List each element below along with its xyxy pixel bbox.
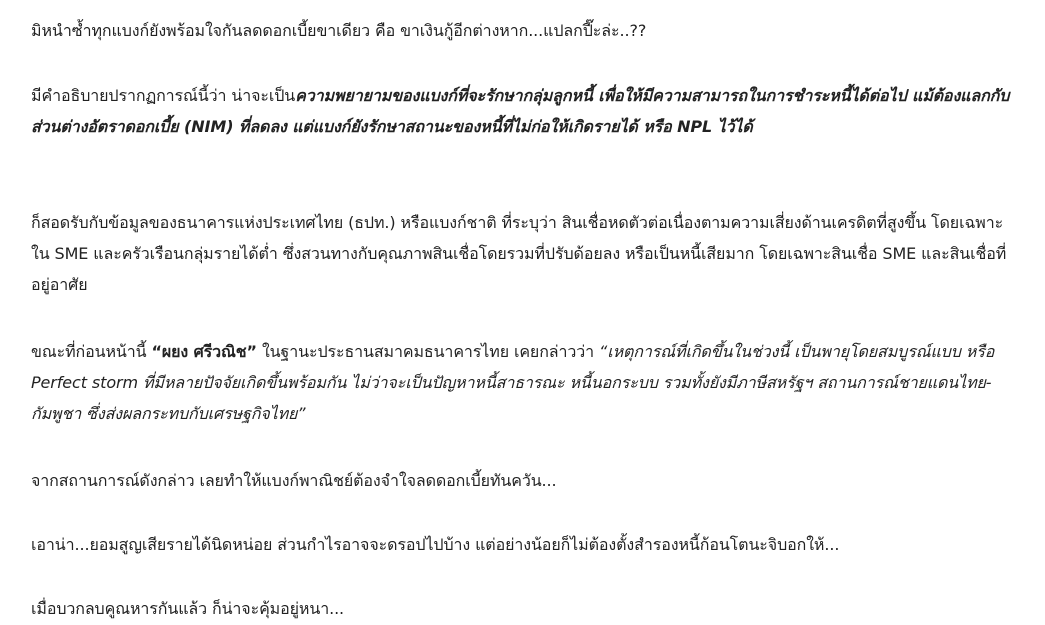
paragraph-6-text: เอาน่า...ยอมสูญเสียรายได้นิดหน่อย ส่วนกำไรอาจจะดรอปไปบ้าง แต่อย่างน้อยก็ไม่ต้องตั้งสำรองหนี้ก้อนโตนะจิบอกให้... (31, 535, 840, 554)
quotation: “เหตุการณ์ที่เกิดขึ้นในช่วงนี้ เป็นพายุโดยสมบูรณ์แบบ หรือ Perfect storm ที่มีหลายปัจจัยเกิดขึ้นพร้อมกัน ไม่ว่าจะเป็นปัญหาหนี้สาธารณะ หนี้นอกระบบ รวมทั้งยังมีภาษีสหรัฐฯ สถานการณ์ชายแดนไทย-กัมพูชา ซึ่งส่งผลกระทบกับเศรษฐกิจไทย” (31, 342, 995, 423)
paragraph-7 (31, 593, 344, 624)
paragraph-2-emphasis: ความพยายามของแบงก์ที่จะรักษากลุ่มลูกหนี้ เพื่อให้มีความสามารถในการชำระหนี้ได้ต่อไป แม้ต้องแลกกับส่วนต่างอัตราดอกเบี้ย (NIM) ที่ลดลง แต่แบงก์ยังรักษาสถานะของหนี้ที่ไม่ก่อให้เกิดรายได้ หรือ NPL ไว้ได้ (31, 86, 1010, 136)
paragraph-4 (31, 336, 1016, 429)
paragraph-5-text: จากสถานการณ์ดังกล่าว เลยทำให้แบงก์พาณิชย์ต้องจำใจลดดอกเบี้ยทันควัน... (31, 471, 557, 490)
paragraph-6 (31, 529, 839, 560)
paragraph-2 (31, 80, 1016, 142)
paragraph-1 (31, 15, 646, 46)
paragraph-4-middle: ในฐานะประธานสมาคมธนาคารไทย เคยกล่าวว่า (256, 342, 600, 361)
paragraph-7-text: เมื่อบวกลบคูณหารกันแล้ว ก็น่าจะคุ้มอยู่หนา... (31, 599, 345, 618)
paragraph-5 (31, 465, 557, 496)
paragraph-3 (31, 207, 1016, 300)
paragraph-1-text: มิหนำซ้ำทุกแบงก์ยังพร้อมใจกันลดดอกเบี้ยขาเดียว คือ ขาเงินกู้อีกต่างหาก...แปลกปี๊ะล่ะ..?? (31, 21, 647, 40)
paragraph-3-text: ก็สอดรับกับข้อมูลของธนาคารแห่งประเทศไทย (ธปท.) หรือแบงก์ชาติ ที่ระบุว่า สินเชื่อหดตัวต่อเนื่องตามความเสี่ยงด้านเครดิตที่สูงขึ้น โดยเฉพาะใน SME และครัวเรือนกลุ่มรายได้ต่ำ ซึ่งสวนทางกับคุณภาพสินเชื่อโดยรวมที่ปรับด้อยลง หรือเป็นหนี้เสียมาก โดยเฉพาะสินเชื่อ SME และสินเชื่อที่อยู่อาศัย (31, 213, 1007, 294)
paragraph-2-lead: มีคำอธิบายปรากฏการณ์นี้ว่า น่าจะเป็น (31, 86, 296, 105)
quoted-person-name: “ผยง ศรีวณิช” (151, 342, 257, 361)
paragraph-4-lead: ขณะที่ก่อนหน้านี้ (31, 342, 152, 361)
